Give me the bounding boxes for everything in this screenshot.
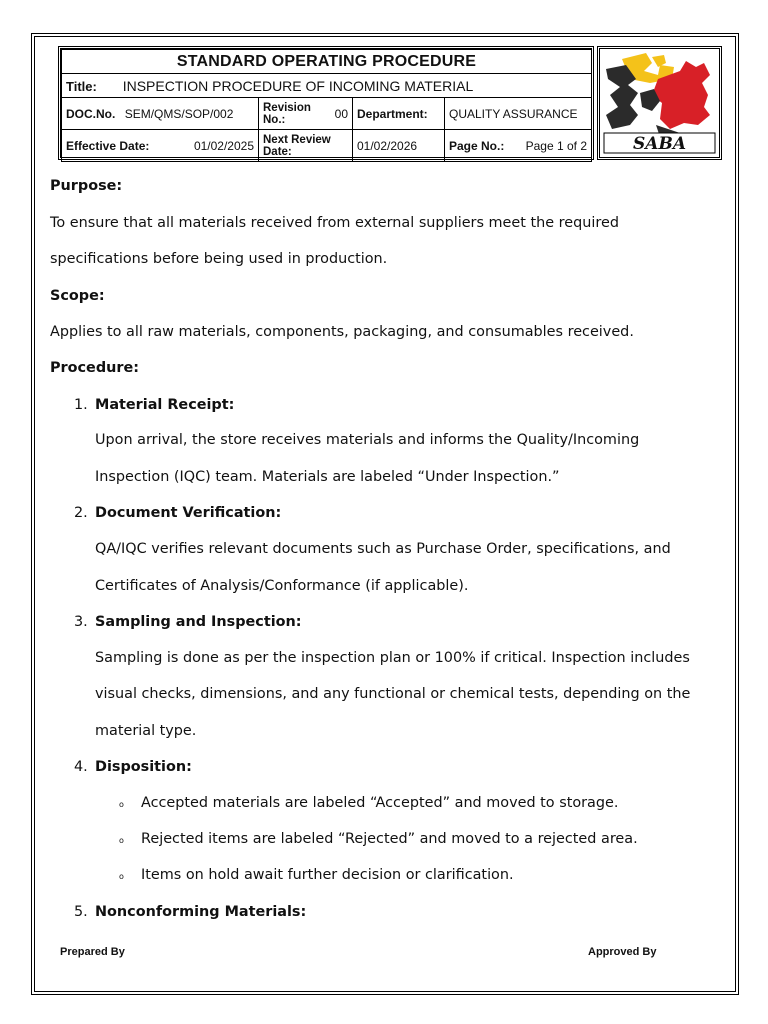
doc-no-value: SEM/QMS/SOP/002 (124, 106, 234, 121)
step-1-number: 1. (74, 397, 88, 413)
effective-date-cell (62, 130, 259, 162)
doc-no-cell (62, 98, 259, 130)
effective-date-value: 01/02/2025 (193, 138, 254, 153)
step-3-title: Sampling and Inspection: (95, 614, 302, 630)
step-1-line-2: Inspection (IQC) team. Materials are labeled “Under Inspection.” (95, 469, 560, 485)
document-header (58, 46, 594, 160)
step-1-title: Material Receipt: (95, 397, 235, 413)
step-4-number: 4. (74, 759, 88, 775)
step-3-line-1: Sampling is done as per the inspection plan or 100% if critical. Inspection includes (95, 650, 690, 666)
procedure-heading: Procedure: (50, 360, 139, 376)
company-logo (597, 46, 722, 160)
prepared-by-label: Prepared By (60, 946, 125, 958)
scope-heading: Scope: (50, 288, 105, 304)
purpose-heading: Purpose: (50, 178, 123, 194)
title-label: Title: (66, 78, 97, 94)
logo-text: SABA (632, 134, 687, 154)
step-5-title: Nonconforming Materials: (95, 904, 307, 920)
revision-cell (259, 98, 353, 130)
purpose-line-1: To ensure that all materials received from external suppliers meet the required (50, 215, 619, 231)
sop-title: STANDARD OPERATING PROCEDURE (62, 50, 592, 74)
bullet-icon: o (119, 872, 124, 881)
disposition-bullet-2: Rejected items are labeled “Rejected” and moved to a rejected area. (141, 831, 638, 847)
doc-no-label: DOC.No. (66, 106, 116, 121)
purpose-line-2: specifications before being used in production. (50, 251, 388, 267)
revision-label: Revision No.: (263, 101, 311, 126)
next-review-label: Next Review Date: (259, 130, 353, 162)
step-2-number: 2. (74, 505, 88, 521)
disposition-bullet-1: Accepted materials are labeled “Accepted” and moved to storage. (141, 795, 619, 811)
title-value: INSPECTION PROCEDURE OF INCOMING MATERIAL (122, 77, 474, 94)
approved-by-label: Approved By (588, 946, 657, 958)
step-2-line-2: Certificates of Analysis/Conformance (if applicable). (95, 578, 469, 594)
scope-text: Applies to all raw materials, components, packaging, and consumables received. (50, 324, 634, 340)
step-3-number: 3. (74, 614, 88, 630)
saba-logo-icon (600, 49, 719, 157)
step-2-line-1: QA/IQC verifies relevant documents such as Purchase Order, specifications, and (95, 541, 671, 557)
step-4-title: Disposition: (95, 759, 192, 775)
department-label: Department: (353, 98, 445, 130)
disposition-bullet-3: Items on hold await further decision or clarification. (141, 867, 514, 883)
step-2-title: Document Verification: (95, 505, 282, 521)
step-5-number: 5. (74, 904, 88, 920)
page-no-label: Page No.: (449, 138, 505, 153)
title-row (62, 74, 592, 98)
step-1-line-1: Upon arrival, the store receives materials and informs the Quality/Incoming (95, 432, 640, 448)
revision-value: 00 (334, 106, 348, 121)
page-no-value: Page 1 of 2 (525, 138, 587, 153)
page-no-cell (445, 130, 592, 162)
bullet-icon: o (119, 836, 124, 845)
bullet-icon: o (119, 800, 124, 809)
effective-date-label: Effective Date: (66, 138, 150, 153)
step-3-line-3: material type. (95, 723, 197, 739)
step-3-line-2: visual checks, dimensions, and any functional or chemical tests, depending on the (95, 686, 691, 702)
department-value: QUALITY ASSURANCE (445, 98, 592, 130)
next-review-value: 01/02/2026 (353, 130, 445, 162)
